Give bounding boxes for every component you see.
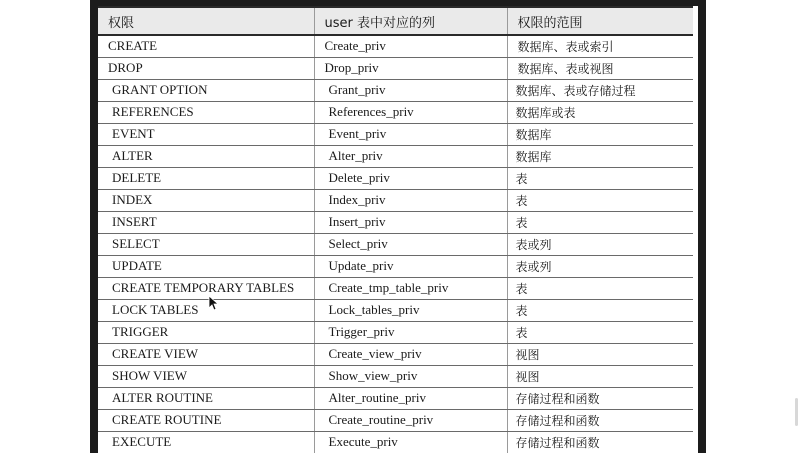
- table-row: [98, 101, 693, 123]
- cell-scope: 表: [507, 167, 693, 189]
- cell-user-column: Insert_priv: [314, 211, 507, 233]
- cell-user-column: Event_priv: [314, 123, 507, 145]
- table-row: [98, 299, 693, 321]
- cell-user-column: Update_priv: [314, 255, 507, 277]
- cell-scope: 数据库、表或视图: [507, 57, 693, 79]
- cell-privilege: DROP: [98, 57, 314, 79]
- table-row: [98, 167, 693, 189]
- cell-user-column: Alter_routine_priv: [314, 387, 507, 409]
- header-user-column: user 表中对应的列: [314, 7, 507, 35]
- table-row: [98, 321, 693, 343]
- privileges-table: [98, 6, 693, 453]
- cell-user-column: Execute_priv: [314, 431, 507, 453]
- cell-privilege: CREATE TEMPORARY TABLES: [98, 277, 314, 299]
- cell-user-column: Index_priv: [314, 189, 507, 211]
- cell-scope: 数据库或表: [507, 101, 693, 123]
- cell-scope: 表或列: [507, 233, 693, 255]
- cell-user-column: Select_priv: [314, 233, 507, 255]
- table-row: [98, 211, 693, 233]
- cell-user-column: Trigger_priv: [314, 321, 507, 343]
- cell-user-column: Lock_tables_priv: [314, 299, 507, 321]
- cell-privilege: GRANT OPTION: [98, 79, 314, 101]
- cell-scope: 表或列: [507, 255, 693, 277]
- cell-user-column: Delete_priv: [314, 167, 507, 189]
- cell-user-column: Create_tmp_table_priv: [314, 277, 507, 299]
- cell-user-column: Create_routine_priv: [314, 409, 507, 431]
- table-row: [98, 365, 693, 387]
- table-row: [98, 409, 693, 431]
- cell-privilege: SHOW VIEW: [98, 365, 314, 387]
- cell-privilege: CREATE: [98, 35, 314, 57]
- cell-user-column: Grant_priv: [314, 79, 507, 101]
- cell-scope: 表: [507, 321, 693, 343]
- table-row: [98, 431, 693, 453]
- table-header-row: [98, 7, 693, 35]
- header-scope: 权限的范围: [507, 7, 693, 35]
- cell-scope: 存储过程和函数: [507, 409, 693, 431]
- cell-scope: 数据库、表或存储过程: [507, 79, 693, 101]
- cell-scope: 表: [507, 277, 693, 299]
- cell-privilege: CREATE ROUTINE: [98, 409, 314, 431]
- table-row: [98, 123, 693, 145]
- table-row: [98, 145, 693, 167]
- table-row: [98, 277, 693, 299]
- cell-privilege: INSERT: [98, 211, 314, 233]
- cell-privilege: LOCK TABLES: [98, 299, 314, 321]
- cell-user-column: Create_priv: [314, 35, 507, 57]
- cell-scope: 数据库、表或索引: [507, 35, 693, 57]
- cell-user-column: References_priv: [314, 101, 507, 123]
- table-row: [98, 387, 693, 409]
- cell-privilege: CREATE VIEW: [98, 343, 314, 365]
- cell-user-column: Create_view_priv: [314, 343, 507, 365]
- document-frame: [90, 0, 706, 453]
- cell-scope: 存储过程和函数: [507, 431, 693, 453]
- cell-privilege: EVENT: [98, 123, 314, 145]
- cell-user-column: Drop_priv: [314, 57, 507, 79]
- cell-privilege: REFERENCES: [98, 101, 314, 123]
- cell-user-column: Show_view_priv: [314, 365, 507, 387]
- table-row: [98, 233, 693, 255]
- table-row: [98, 57, 693, 79]
- cell-privilege: SELECT: [98, 233, 314, 255]
- cell-scope: 表: [507, 211, 693, 233]
- cell-privilege: UPDATE: [98, 255, 314, 277]
- cell-scope: 数据库: [507, 123, 693, 145]
- cell-scope: 表: [507, 299, 693, 321]
- cell-privilege: EXECUTE: [98, 431, 314, 453]
- cell-scope: 视图: [507, 343, 693, 365]
- document-page: [98, 6, 698, 453]
- cell-user-column: Alter_priv: [314, 145, 507, 167]
- mouse-pointer-icon: [208, 295, 218, 311]
- cell-privilege: ALTER: [98, 145, 314, 167]
- header-privilege: 权限: [98, 7, 314, 35]
- table-row: [98, 79, 693, 101]
- table-row: [98, 343, 693, 365]
- cell-scope: 表: [507, 189, 693, 211]
- cell-privilege: INDEX: [98, 189, 314, 211]
- cell-scope: 数据库: [507, 145, 693, 167]
- cell-privilege: ALTER ROUTINE: [98, 387, 314, 409]
- cell-privilege: TRIGGER: [98, 321, 314, 343]
- cell-scope: 存储过程和函数: [507, 387, 693, 409]
- table-row: [98, 189, 693, 211]
- scroll-edge-mark: [795, 398, 798, 426]
- cell-privilege: DELETE: [98, 167, 314, 189]
- table-row: [98, 35, 693, 57]
- cell-scope: 视图: [507, 365, 693, 387]
- table-row: [98, 255, 693, 277]
